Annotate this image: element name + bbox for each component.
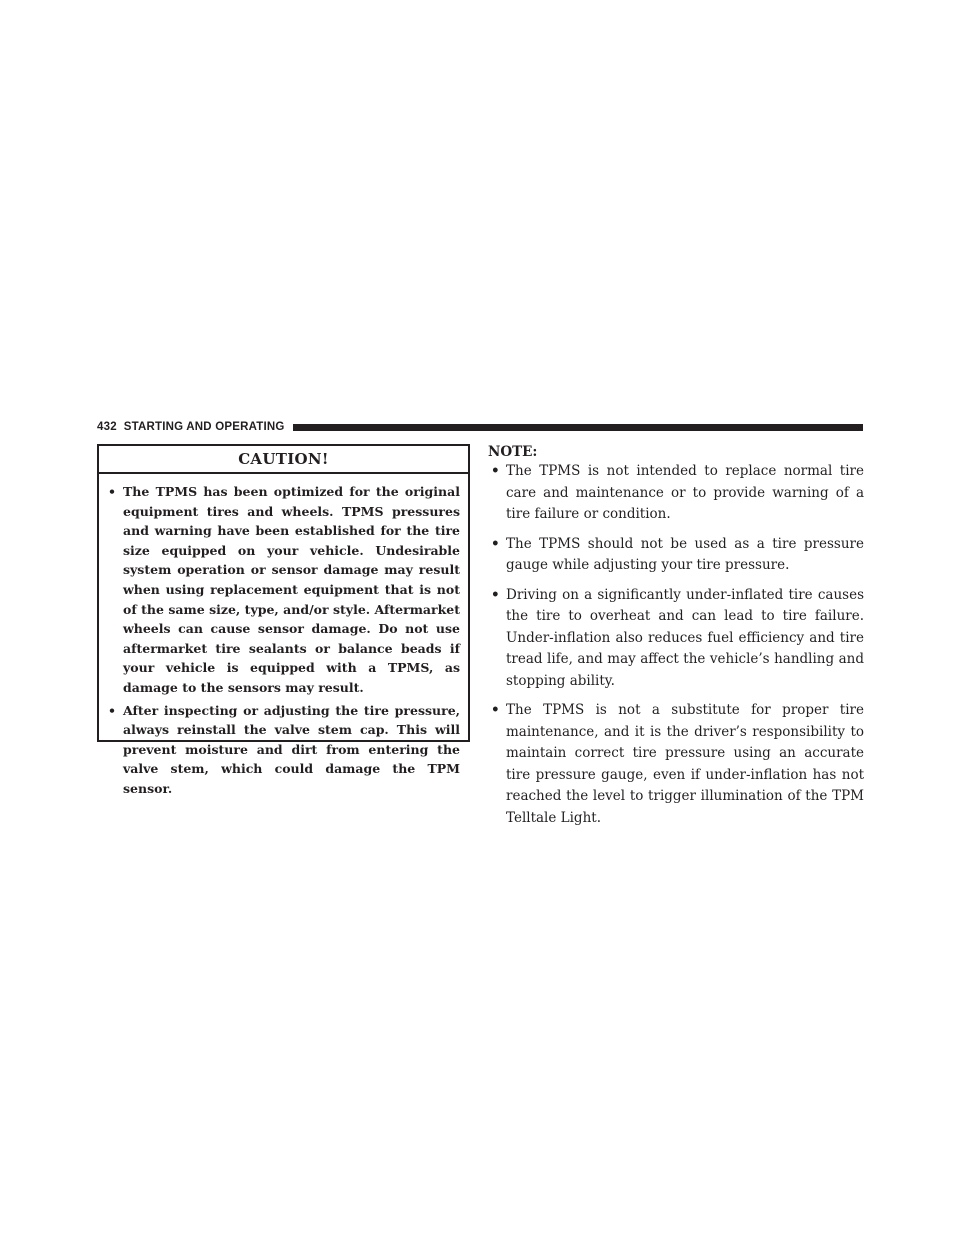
- note-item: [488, 461, 864, 526]
- bullet-icon: •: [491, 463, 500, 479]
- caution-item: [105, 701, 460, 799]
- bullet-icon: •: [108, 702, 116, 718]
- note-title: NOTE:: [488, 444, 538, 460]
- caution-list: [99, 474, 468, 799]
- bullet-icon: •: [491, 586, 500, 603]
- section-title: STARTING AND OPERATING: [123, 421, 285, 433]
- page-header: [97, 420, 863, 434]
- note-item: [488, 585, 864, 693]
- note-item: [488, 700, 864, 829]
- caution-item-text: After inspecting or adjusting the tire pressure, always reinstall the valve stem cap. This will prevent moisture and dirt from entering the valve stem, which could damage the TPM sensor.: [123, 702, 460, 796]
- caution-item-text: The TPMS has been optimized for the original equipment tires and wheels. TPMS pressures and warning have been established for the tire size equipped on your vehicle. Undesirable system operation or sensor damage may result when using replacement equipment that is not of the same size, type, and/or style. Aftermarket wheels can cause sensor damage. Do not use aftermarket tire sealants or balance beads if your vehicle is equipped with a TPMS, as damage to the sensors may result.: [123, 484, 460, 695]
- note-item-text: Driving on a significantly under-inflated tire causes the tire to overheat and can lead to tire failure. Under-inflation also reduces fuel efficiency and tire tread life, and may affect the vehicle’s handling and stopping ability.: [506, 586, 864, 689]
- note-item: [488, 534, 864, 577]
- bullet-icon: •: [108, 484, 116, 499]
- caution-title: CAUTION!: [99, 446, 468, 474]
- note-item-text: The TPMS is not intended to replace normal tire care and maintenance or to provide warning of a tire failure or condition.: [506, 463, 864, 522]
- note-item-text: The TPMS is not a substitute for proper tire maintenance, and it is the driver’s responsibility to maintain correct tire pressure using an accurate tire pressure gauge, even if under-inflation has not reached the level to trigger illumination of the TPM Telltale Light.: [506, 702, 864, 826]
- note-list: [488, 461, 864, 829]
- header-rule: [293, 424, 863, 431]
- note-item-text: The TPMS should not be used as a tire pressure gauge while adjusting your tire pressure.: [506, 535, 864, 573]
- bullet-icon: •: [491, 535, 500, 552]
- caution-item: [105, 482, 460, 698]
- caution-box: [97, 444, 470, 796]
- note-section: [488, 443, 864, 837]
- page-number: 432: [97, 421, 117, 433]
- bullet-icon: •: [491, 702, 500, 718]
